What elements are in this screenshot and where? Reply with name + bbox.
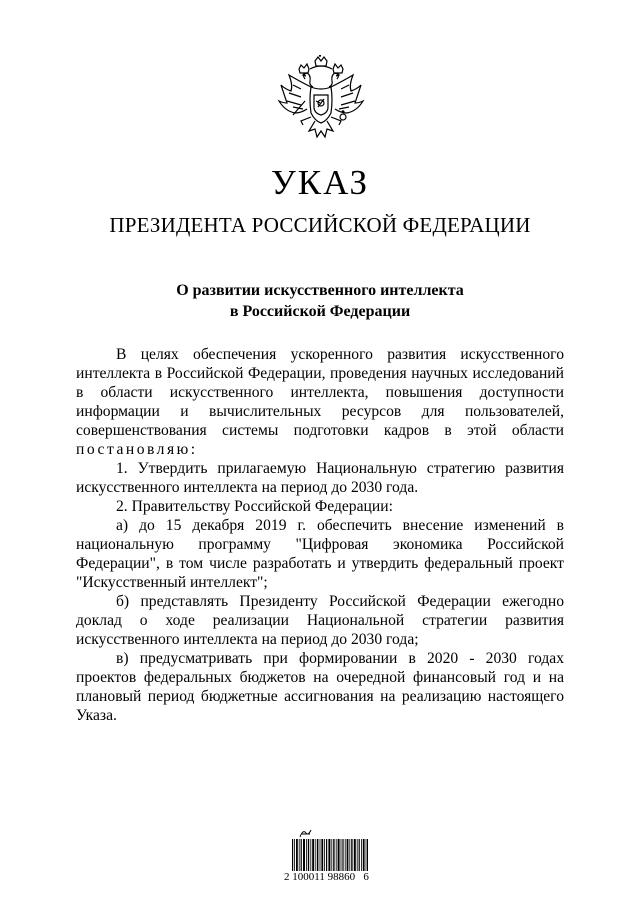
item-2b: б) представлять Президенту Российской Федерации ежегодно доклад о ходе реализации Национальной стратегии развития искусственного интеллекта на период до 2030 года; xyxy=(76,593,564,648)
document-title: УКАЗ xyxy=(270,163,370,202)
document-heading xyxy=(0,280,640,322)
preamble-paragraph xyxy=(76,345,564,459)
decree-colon: : xyxy=(190,441,196,458)
decree-word: постановляю xyxy=(76,441,191,458)
handwritten-mark-icon xyxy=(298,827,314,839)
preamble-text: В целях обеспечения ускоренного развития искусственного интеллекта в Российской Федерации, проведения научных исследований в области искусственного интеллекта, повышения доступности информации и вычислительных ресурсов для пользователей, совершенствования системы подготовки кадров в этой области xyxy=(76,346,564,439)
item-2a: а) до 15 декабря 2019 г. обеспечить внесение изменений в национальную программу "Цифровая экономика Российской Федерации", в том числе разработать и утвердить федеральный проект "Искусственный интеллект"; xyxy=(76,517,564,591)
state-emblem-icon xyxy=(271,55,367,155)
item-1: 1. Утвердить прилагаемую Национальную стратегию развития искусственного интеллекта на период до 2030 года. xyxy=(76,460,564,496)
barcode-icon xyxy=(292,839,368,871)
heading-line-2: в Российской Федерации xyxy=(229,303,411,320)
barcode-number: 2 100011 98860 6 xyxy=(284,871,369,883)
document-body xyxy=(76,345,564,725)
document-subtitle: ПРЕЗИДЕНТА РОССИЙСКОЙ ФЕДЕРАЦИИ xyxy=(109,213,531,237)
heading-line-1: О развитии искусственного интеллекта xyxy=(176,282,464,299)
barcode-block xyxy=(286,827,376,883)
item-2c: в) предусматривать при формировании в 2020 - 2030 годах проектов федеральных бюджетов на очередной финансовый год и на плановый период бюджетные ассигнования на реализацию настоящего Указа. xyxy=(76,650,564,724)
item-2: 2. Правительству Российской Федерации: xyxy=(116,498,393,515)
